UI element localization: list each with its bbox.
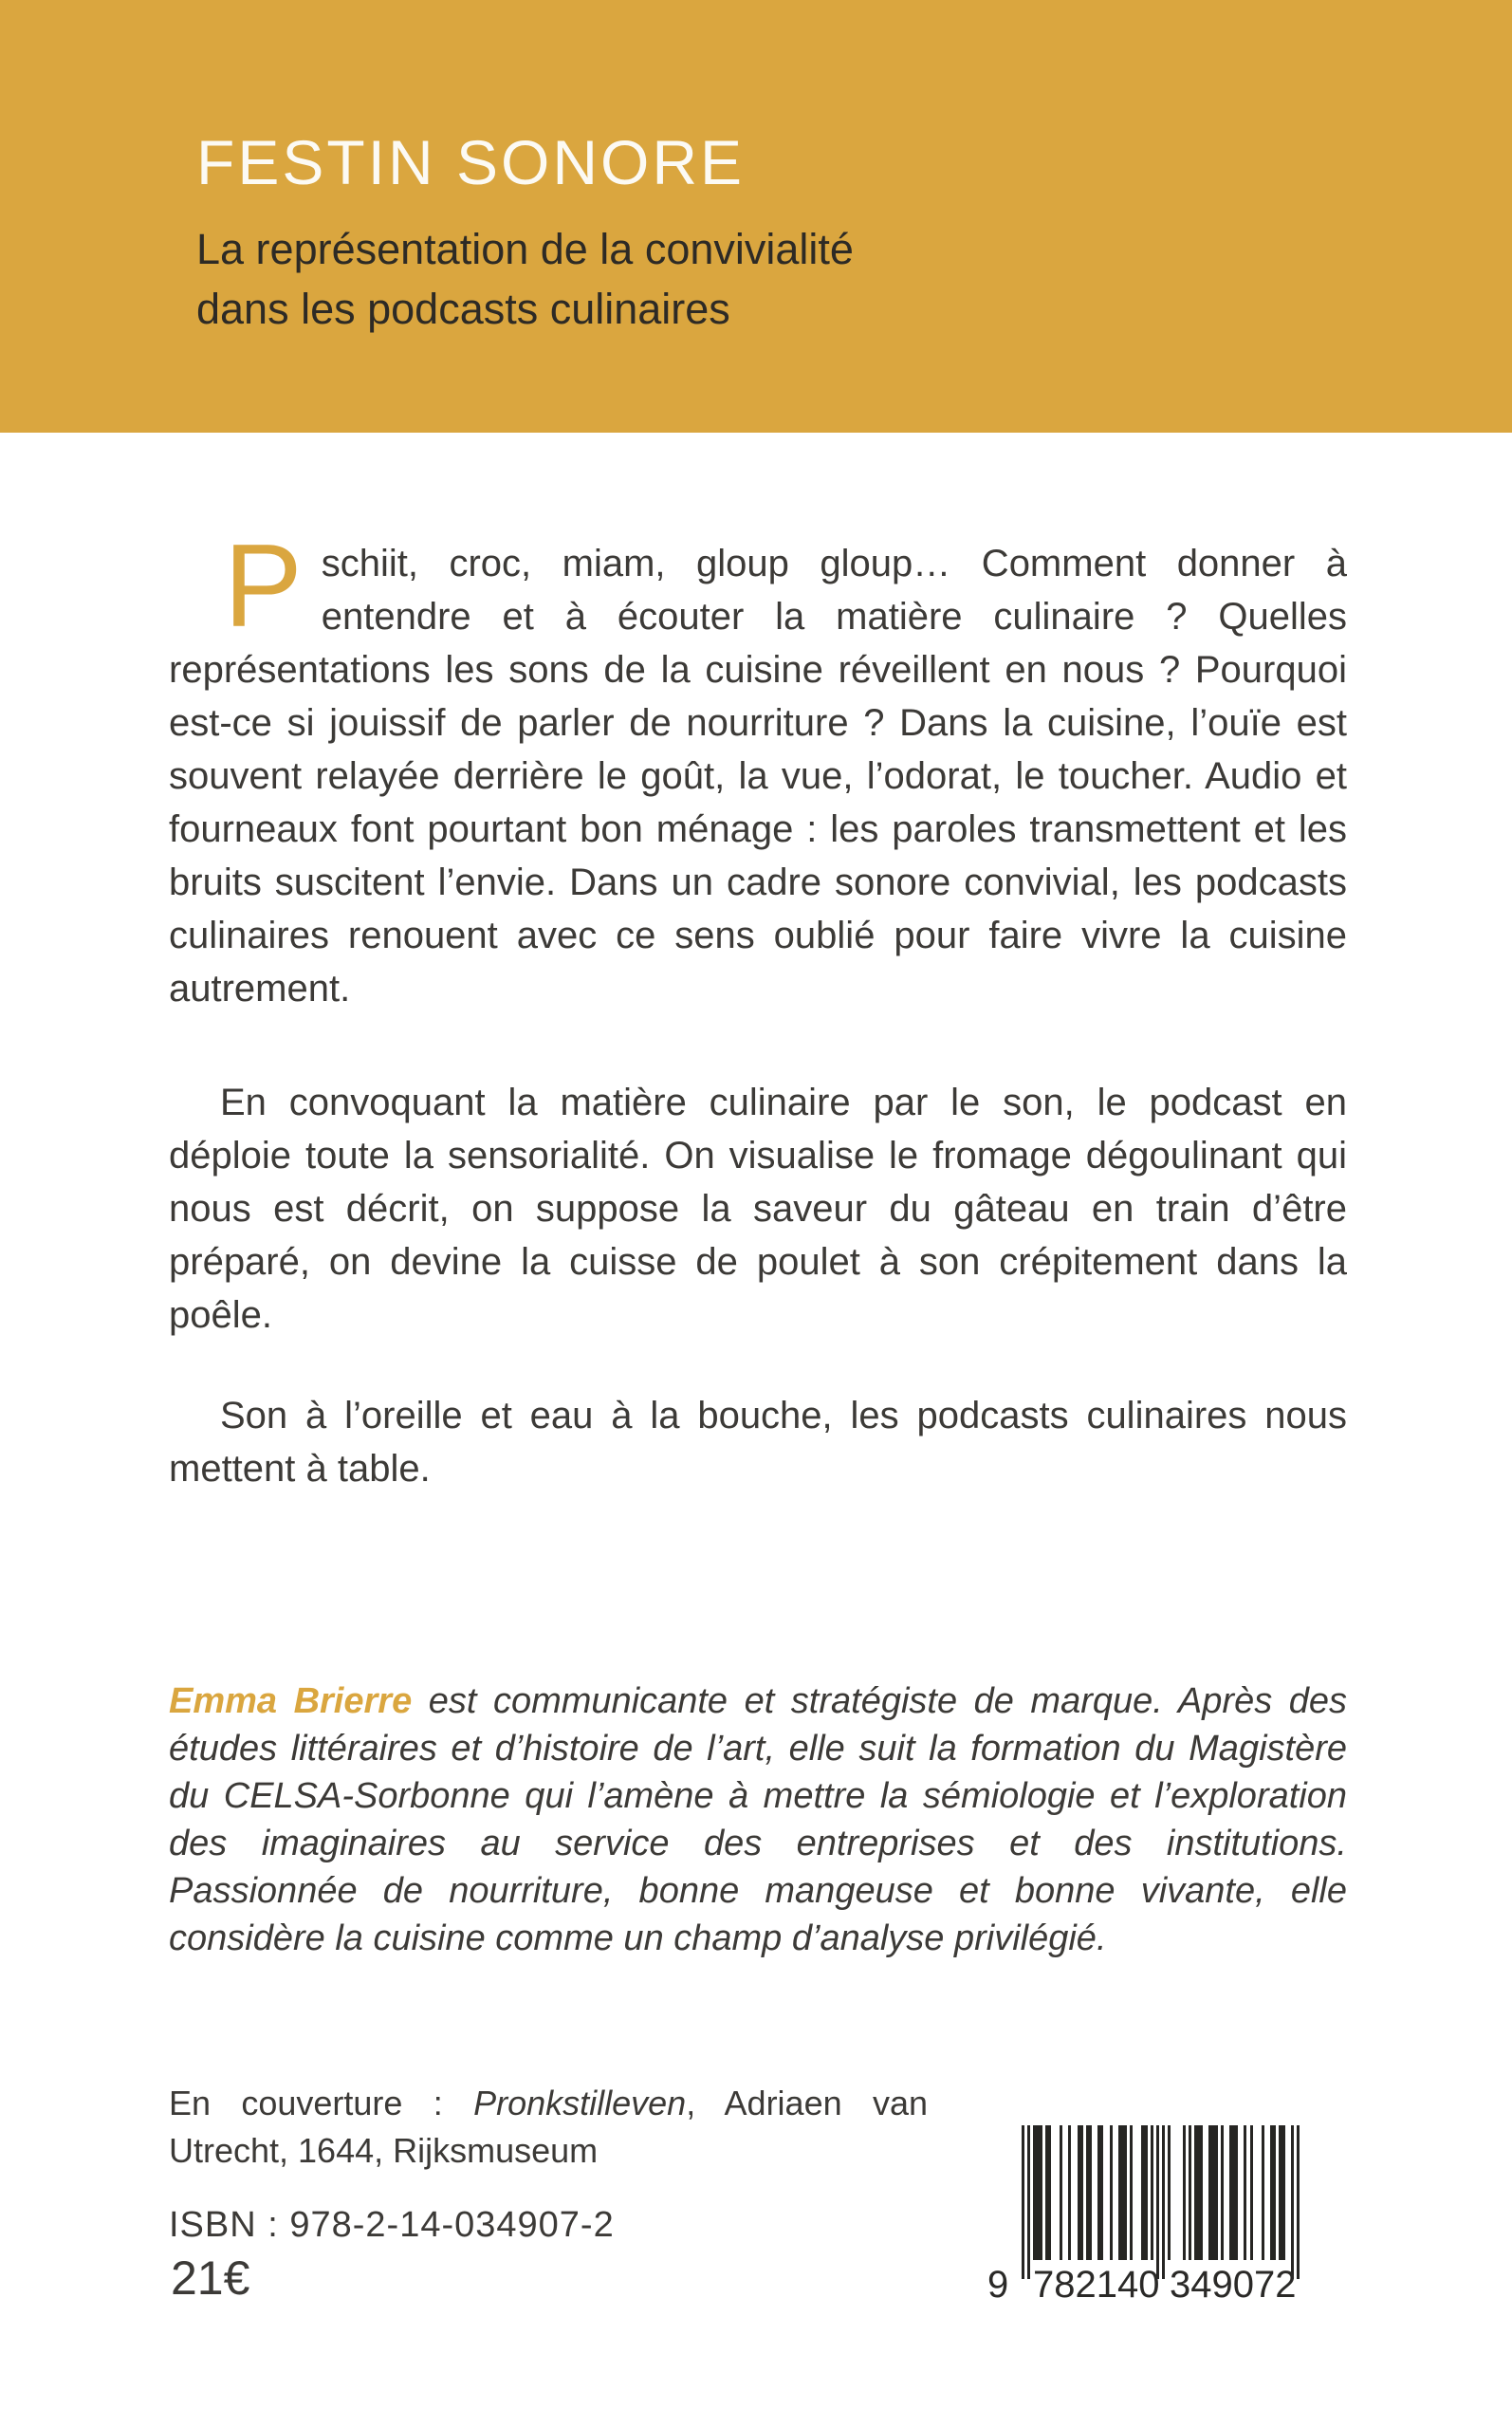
- barcode-bar: [1045, 2125, 1051, 2260]
- barcode-digit: 9: [1211, 2264, 1233, 2306]
- barcode-digit: 2: [1075, 2264, 1097, 2306]
- barcode-bar: [1262, 2125, 1264, 2260]
- barcode-digit: 2: [1275, 2264, 1297, 2306]
- barcode-digits-left: [1033, 2264, 1160, 2307]
- barcode-bar: [1183, 2125, 1186, 2260]
- synopsis: [169, 521, 1347, 1495]
- barcode-bar: [1162, 2125, 1165, 2279]
- author-bio: [169, 1677, 1347, 1962]
- synopsis-paragraph-2: En convoquant la matière culinaire par le son, le podcast en déploie toute la sensorialité. On visualise le fromage dégoulinant qui nous est décrit, on suppose la saveur du gâteau en train d’être préparé, on devine la cuisse de poulet à son crépitement dans la poêle.: [169, 1082, 1347, 1336]
- barcode: [987, 2125, 1300, 2306]
- barcode-bar: [1118, 2125, 1127, 2260]
- cover-credit: [169, 2080, 928, 2175]
- barcode-bar: [1168, 2125, 1171, 2260]
- dropcap-letter: P: [224, 521, 303, 652]
- artwork-title: Pronkstilleven: [473, 2084, 687, 2122]
- barcode-digit: 4: [1190, 2264, 1212, 2306]
- credit-suffix: , Adriaen van Utrecht, 1644, Rijksmuseum: [169, 2084, 928, 2170]
- barcode-bar: [1189, 2125, 1191, 2260]
- barcode-digit: 1: [1096, 2264, 1117, 2306]
- credit-prefix: En couverture :: [169, 2084, 474, 2122]
- barcode-bar: [1208, 2125, 1217, 2260]
- barcode-digit: 8: [1054, 2264, 1076, 2306]
- barcode-bar: [1060, 2125, 1062, 2260]
- synopsis-paragraph-3: Son à l’oreille et eau à la bouche, les podcasts culinaires nous mettent à table.: [169, 1395, 1347, 1490]
- barcode-bar: [1244, 2125, 1246, 2260]
- author-name: Emma Brierre: [169, 1681, 413, 1721]
- synopsis-paragraph-1: [169, 521, 1347, 1015]
- barcode-bar: [1270, 2125, 1276, 2260]
- barcode-digit: 7: [1033, 2264, 1055, 2306]
- barcode-bar: [1078, 2125, 1083, 2260]
- barcode-digits-right: [1170, 2264, 1297, 2307]
- subtitle-line-2: dans les podcasts culinaires: [196, 285, 730, 333]
- barcode-bar: [1221, 2125, 1224, 2260]
- barcode-bar: [1229, 2125, 1238, 2260]
- subtitle-line-1: La représentation de la convivialité: [196, 225, 854, 273]
- barcode-bar: [1027, 2125, 1030, 2279]
- barcode-bar: [1068, 2125, 1071, 2260]
- barcode-bar: [1151, 2125, 1153, 2260]
- isbn-text: ISBN : 978-2-14-034907-2: [169, 2205, 615, 2245]
- barcode-digit: 3: [1170, 2264, 1191, 2306]
- barcode-bar: [1297, 2125, 1300, 2279]
- barcode-bar: [1022, 2125, 1024, 2279]
- book-title: FESTIN SONORE: [196, 127, 746, 197]
- price-text: 21€: [171, 2251, 250, 2305]
- barcode-bar: [1156, 2125, 1159, 2279]
- barcode-digit: 4: [1117, 2264, 1139, 2306]
- barcode-bar: [1033, 2125, 1042, 2260]
- barcode-bar: [1279, 2125, 1284, 2260]
- barcode-digit: 7: [1254, 2264, 1276, 2306]
- barcode-bar: [1141, 2125, 1147, 2260]
- book-subtitle: [196, 219, 854, 339]
- barcode-bar: [1130, 2125, 1133, 2260]
- author-bio-text: est communicante et stratégiste de marque. Après des études littéraires et d’histoire de l’art, elle suit la formation du Magistère du CELSA-Sorbonne qui l’amène à mettre la sémiologie et l’exploration des imaginaires au service des entreprises et des institutions. Passionnée de nourriture, bonne mangeuse et bonne vivante, elle considère la cuisine comme un champ d’analyse privilégié.: [169, 1681, 1347, 1958]
- barcode-digit: 0: [1138, 2264, 1160, 2306]
- barcode-bar: [1086, 2125, 1092, 2260]
- barcode-bar: [1110, 2125, 1113, 2260]
- barcode-bar: [1250, 2125, 1253, 2260]
- synopsis-paragraph-1-text: schiit, croc, miam, gloup gloup… Comment donner à entendre et à écouter la matière culinaire ? Quelles représentations les sons de la cuisine réveillent en nous ? Pourquoi est-ce si jouissif de parler de nourriture ? Dans la cuisine, l’ouïe est souvent relayée derrière le goût, la vue, l’odorat, le toucher. Audio et fourneaux font pourtant bon ménage : les paroles transmettent et les bruits suscitent l’envie. Dans un cadre sonore convivial, les podcasts culinaires renouent avec ce sens oublié pour faire vivre la cuisine autrement.: [169, 543, 1347, 1010]
- barcode-digit-system: 9: [987, 2264, 1009, 2306]
- barcode-bar: [1291, 2125, 1294, 2279]
- barcode-bar: [1097, 2125, 1103, 2260]
- barcode-digit: 0: [1232, 2264, 1254, 2306]
- header-band: [0, 0, 1512, 433]
- barcode-bar: [1194, 2125, 1203, 2260]
